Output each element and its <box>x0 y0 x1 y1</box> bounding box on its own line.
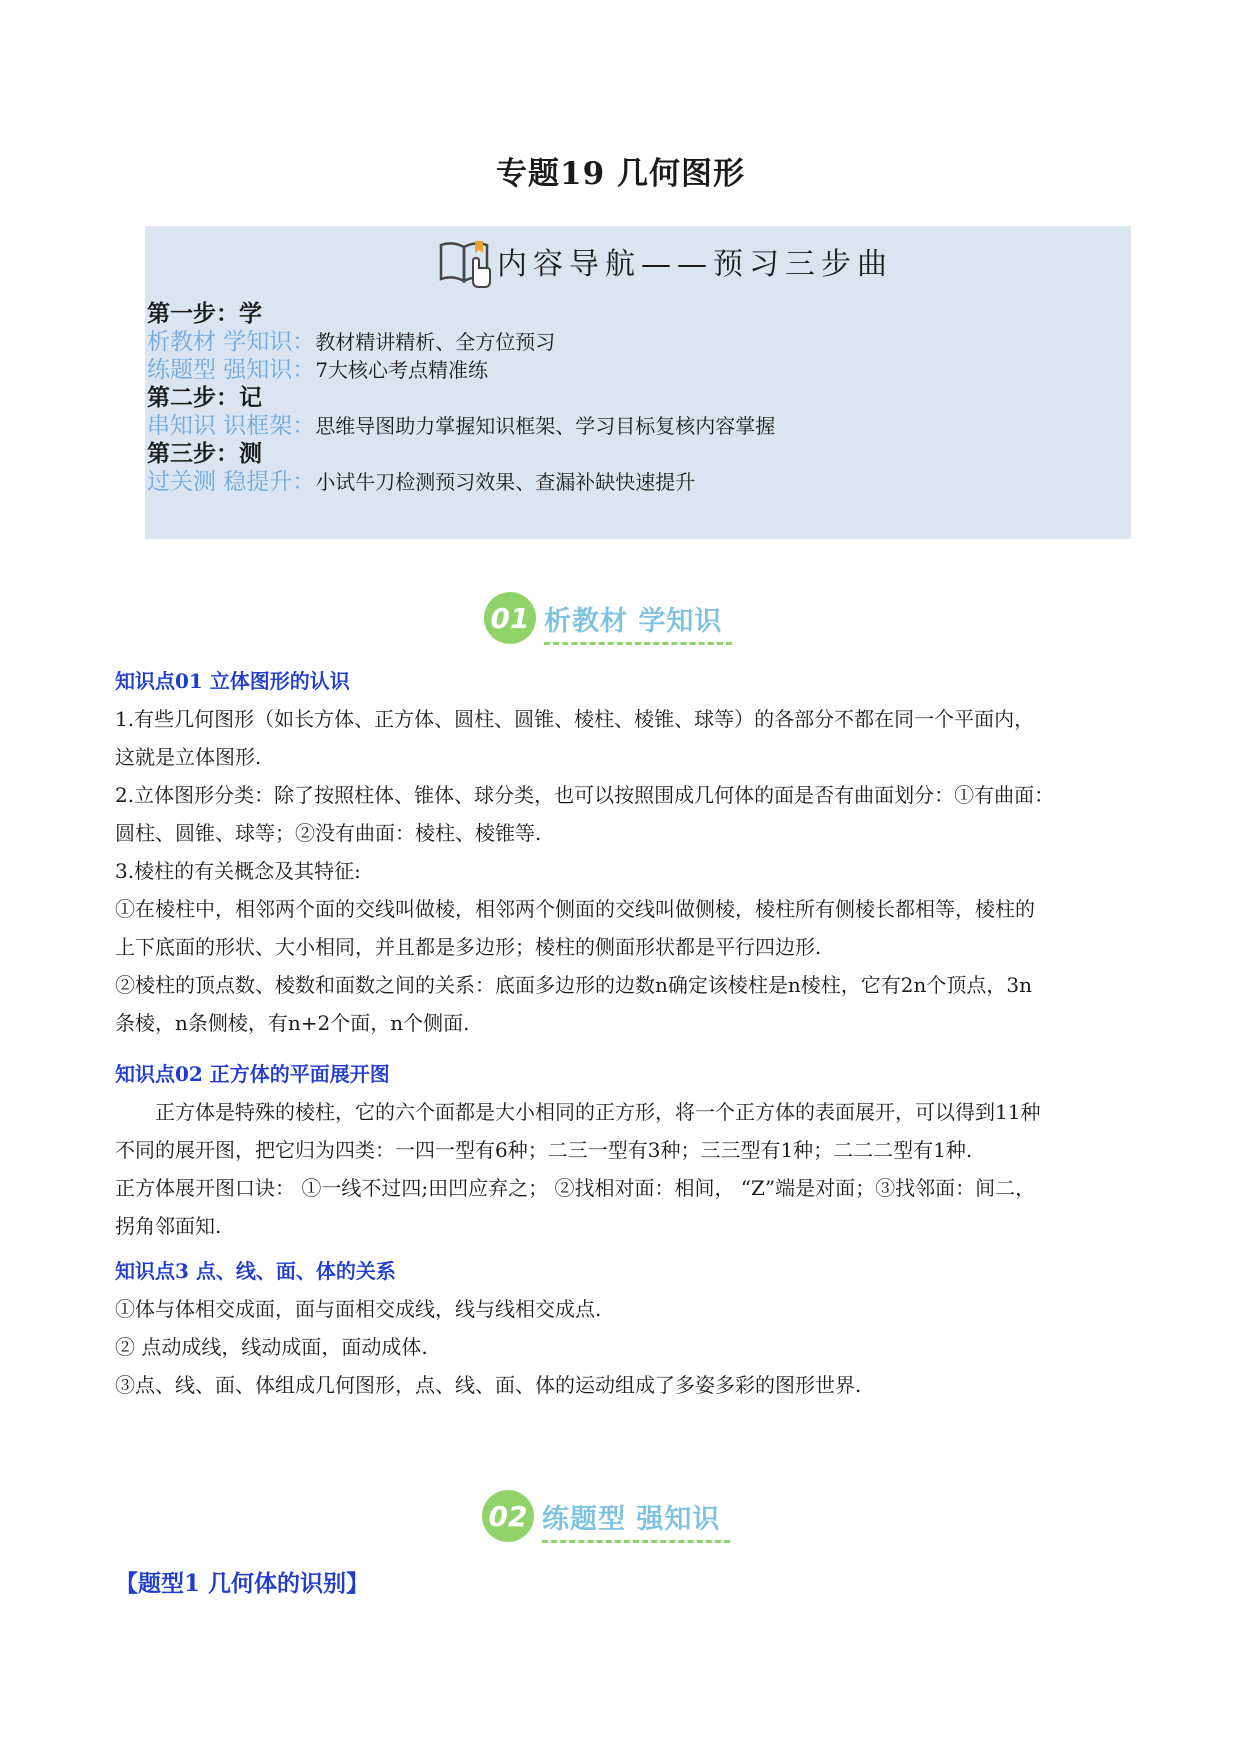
knowledge-point-heading: 知识点02 正方体的平面展开图 <box>115 1062 390 1086</box>
step-item: 串知识 识框架：思维导图助力掌握知识框架、学习目标复核内容掌握 <box>147 413 776 439</box>
section-number: 01 <box>484 592 536 644</box>
section-badge-01 <box>484 592 722 644</box>
step-item: 析教材 学知识：教材精讲精析、全方位预习 <box>147 329 556 355</box>
step-three-title: 第三步：测 <box>147 440 262 467</box>
knowledge-point-body: 1.有些几何图形（如长方体、正方体、圆柱、圆锥、棱柱、棱锥、球等）的各部分不都在同一个平面内， 这就是立体图形. 2.立体图形分类：除了按照柱体、锥体、球分类，也可以按照围成几何体的面是否有曲面划分：①有曲面： 圆柱、圆锥、球等；②没有曲面：棱柱、棱锥等. 3.棱柱的有关概念及其特征: ①在棱柱中，相邻两个面的交线叫做棱，相邻两个侧面的交线叫做侧棱，棱柱所有侧棱长都相等，棱柱的 上下底面的形状、大小相同，并且都是多边形；棱柱的侧面形状都是平行四边形. ②棱柱的顶点数、棱数和面数之间的关系：底面多边形的边数n确定该棱柱是n棱柱，它有2n个顶点，3n 条棱，n条侧棱，有n+2个面，n个侧面. <box>115 707 1055 1035</box>
knowledge-point-heading: 知识点01 立体图形的认识 <box>115 669 350 693</box>
section-number: 02 <box>482 1490 534 1542</box>
knowledge-point-body: 正方体是特殊的棱柱，它的六个面都是大小相同的正方形，将一个正方体的表面展开，可以得到11种 不同的展开图，把它归为四类：一四一型有6种；二三一型有3种；三三型有1种；二二二型有1种. 正方体展开图口诀： ①一线不过四;田凹应弃之； ②找相对面：相间， “Z”端是对面；③找邻面：间二， 拐角邻面知. <box>115 1100 1041 1238</box>
nav-header-title: 内容导航——预习三步曲 <box>497 247 893 282</box>
dashed-underline <box>544 642 732 645</box>
document-title: 专题19 几何图形 <box>496 156 745 192</box>
question-type-heading: 【题型1 几何体的识别】 <box>115 1570 370 1597</box>
step-two-title: 第二步：记 <box>147 384 262 411</box>
knowledge-point-body: ①体与体相交成面，面与面相交成线，线与线相交成点. ② 点动成线，线动成面，面动成体. ③点、线、面、体组成几何图形，点、线、面、体的运动组成了多姿多彩的图形世界. <box>115 1297 862 1397</box>
step-one-title: 第一步：学 <box>147 300 262 327</box>
knowledge-point-heading: 知识点3 点、线、面、体的关系 <box>115 1259 396 1283</box>
book-icon <box>435 231 495 291</box>
section-label: 析教材 学知识 <box>544 605 723 637</box>
step-item: 练题型 强知识：7大核心考点精准练 <box>147 357 489 383</box>
content-navigation-box <box>145 226 1131 539</box>
dashed-underline <box>542 1540 730 1543</box>
section-badge-02 <box>482 1490 720 1542</box>
section-label: 练题型 强知识 <box>542 1503 721 1535</box>
nav-header <box>435 226 893 296</box>
step-item: 过关测 稳提升：小试牛刀检测预习效果、查漏补缺快速提升 <box>147 469 696 495</box>
